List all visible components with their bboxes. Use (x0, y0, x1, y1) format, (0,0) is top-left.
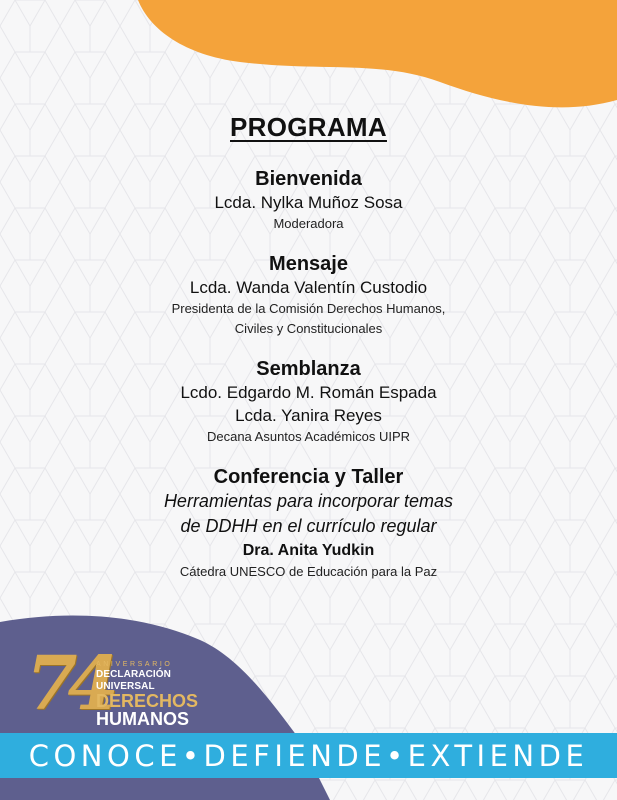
section-heading: Bienvenida (255, 168, 362, 190)
anniversary-logo (26, 641, 216, 729)
logo-declaration: DECLARACIÓN UNIVERSAL (96, 669, 171, 692)
program-content (0, 112, 617, 600)
speaker-role-line: Civiles y Constitucionales (234, 321, 383, 336)
conference-topic-line: Herramientas para incorporar temas (163, 491, 454, 511)
speaker-role-line: Presidenta de la Comisión Derechos Humanos, (171, 301, 446, 316)
speaker-name: Dra. Anita Yudkin (242, 542, 375, 559)
page-title: PROGRAMA (230, 112, 387, 142)
logo-derechos: DERECHOS (96, 691, 199, 711)
logo-anniversary: ANIVERSARIO (96, 661, 173, 668)
slogan-bar (0, 733, 617, 778)
top-orange-shape (0, 0, 617, 130)
section-semblanza (0, 357, 617, 447)
speaker-name: Lcda. Wanda Valentín Custodio (189, 278, 428, 297)
speaker-name: Lcdo. Edgardo M. Román Espada (180, 383, 437, 402)
slogan-text: CONOCE•DEFIENDE•EXTIENDE (28, 738, 589, 773)
speaker-role: Moderadora (273, 216, 344, 231)
conference-topic-line: de DDHH en el currículo regular (180, 516, 437, 536)
speaker-role: Cátedra UNESCO de Educación para la Paz (179, 564, 438, 579)
section-conferencia (0, 465, 617, 582)
speaker-name: Lcda. Nylka Muñoz Sosa (214, 193, 403, 212)
section-bienvenida (0, 167, 617, 234)
section-heading: Semblanza (256, 358, 361, 380)
logo-number: 74 (26, 641, 109, 727)
logo-text (96, 660, 226, 728)
speaker-name: Lcda. Yanira Reyes (235, 406, 382, 425)
speaker-role: Decana Asuntos Académicos UIPR (206, 429, 411, 444)
logo-humanos: HUMANOS (96, 709, 189, 729)
section-mensaje (0, 252, 617, 339)
section-heading: Conferencia y Taller (213, 466, 404, 488)
section-heading: Mensaje (269, 253, 348, 275)
